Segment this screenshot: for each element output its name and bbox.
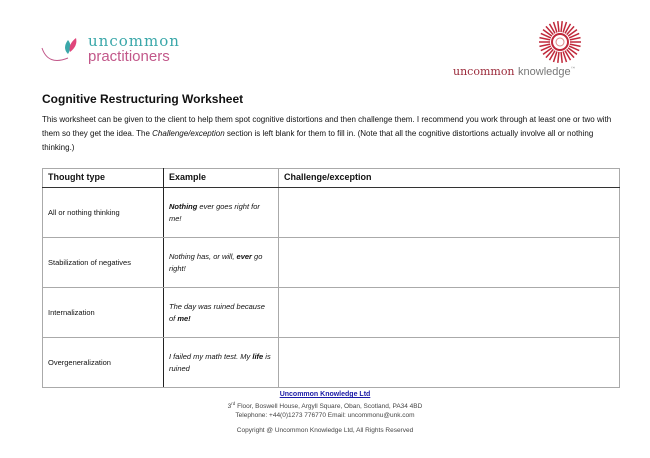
sunburst-logo-icon [538,20,582,64]
logo-line1: uncommon [88,32,180,50]
thought-type-cell: Overgeneralization [43,338,164,388]
logo-word1: uncommon [453,65,515,78]
table-row [43,238,620,288]
table-row [43,288,620,338]
example-text-end: is ruined [169,351,271,373]
header-thought-type: Thought type [43,169,164,188]
example-text-end: ever goes right for me! [169,201,260,223]
intro-text: This worksheet can be given to the client to help them spot cognitive distortions and then challenge them. I recommend you work through at least one or two with them so they get the idea. The [42,115,612,138]
sunburst-ray [570,44,581,46]
thought-type-cell: Internalization [43,288,164,338]
sunburst-ray [558,52,559,63]
header-example: Example [164,169,279,188]
company-link[interactable]: Uncommon Knowledge Ltd [279,391,371,398]
header-challenge: Challenge/exception [279,169,620,188]
sunburst-ray [558,21,559,32]
table-row [43,188,620,238]
example-text: I failed my math test. My [169,351,253,361]
page-title: Cognitive Restructuring Worksheet [42,92,244,106]
example-text: The day was ruined because of [169,301,265,323]
address: Floor, Boswell House, Argyll Square, Oban, Scotland, PA34 4BD [235,403,423,411]
thought-type-cell: All or nothing thinking [43,188,164,238]
sunburst-ray [570,38,581,40]
example-text-end: go right! [169,251,263,273]
address-sup: rd [231,401,236,406]
example-emphasis: ever [236,251,252,261]
trademark: ™ [570,66,576,73]
challenge-cell[interactable] [279,188,620,238]
sunburst-ray [539,38,550,40]
example-emphasis: me! [177,313,191,323]
challenge-cell[interactable] [279,288,620,338]
example-cell [164,238,279,288]
sunburst-ray [561,52,562,63]
intro-text-2: section is left blank for them to fill in. (Note that all the cognitive distortions actually involve all or nothing thinking.) [42,129,594,152]
intro-italic: Challenge/exception [152,129,225,138]
example-cell [164,188,279,238]
address-number: 3 [227,403,232,411]
copyright: Copyright @ Uncommon Knowledge Ltd, All Rights Reserved [236,427,414,435]
challenge-cell[interactable] [279,338,620,388]
intro-paragraph [42,113,612,155]
challenge-cell[interactable] [279,238,620,288]
example-emphasis: Nothing [169,201,198,211]
worksheet-table [42,168,620,388]
logo-word2: knowledge [518,66,571,78]
example-text: Nothing has, or will, [169,251,237,261]
example-emphasis: life [252,351,264,361]
sunburst-ray [539,44,550,46]
sunburst-ray [561,21,562,32]
thought-type-cell: Stabilization of negatives [43,238,164,288]
uncommon-knowledge-logo [453,65,576,78]
example-cell [164,288,279,338]
table-row [43,338,620,388]
footer [0,390,650,435]
table-header-row [43,169,620,188]
example-cell [164,338,279,388]
leaf-logo-icon [40,34,80,66]
logo-line2: practitioners [88,48,170,65]
contact-info: Telephone: +44(0)1273 776770 Email: uncommonu@unk.com [235,412,415,420]
